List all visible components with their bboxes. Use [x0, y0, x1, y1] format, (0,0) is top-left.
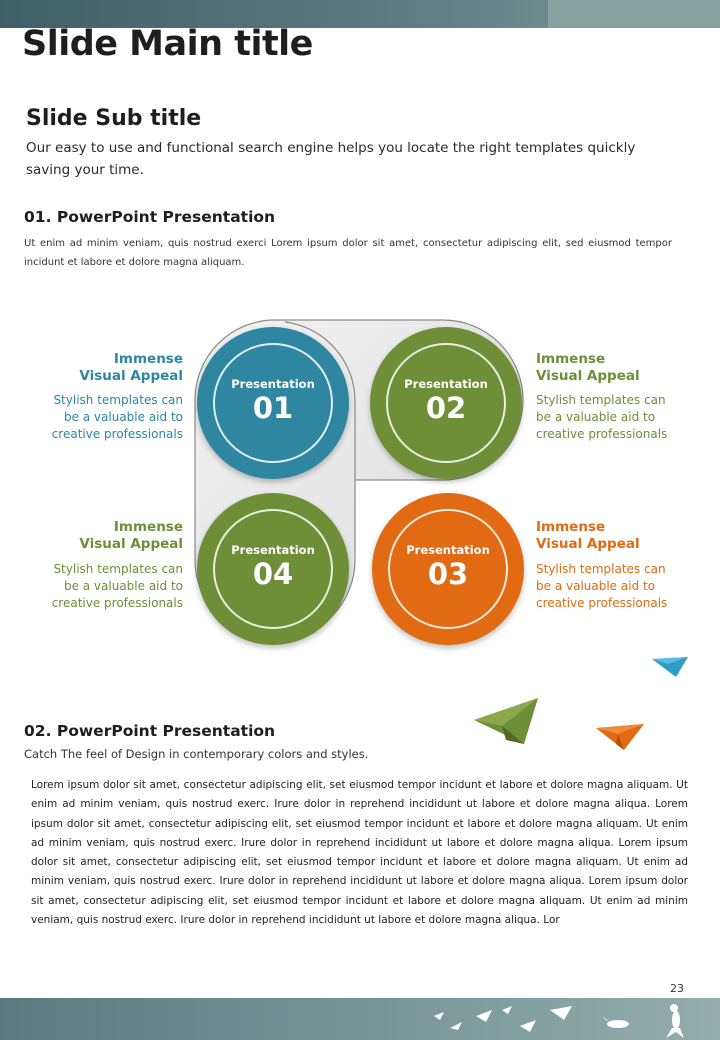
presentation-diagram	[0, 300, 720, 660]
section1-heading: 01. PowerPoint Presentation	[24, 208, 276, 226]
circle-03-number: 03	[427, 557, 469, 591]
item-04-text: Stylish templates can be a valuable aid to creative professionals	[51, 562, 183, 610]
item-02-title: Immense Visual Appeal	[536, 351, 640, 384]
paper-plane-blue-icon	[650, 655, 690, 679]
circle-04-label: Presentation	[231, 543, 315, 557]
circle-04-number: 04	[252, 557, 294, 591]
page-title: Slide Main title	[22, 24, 313, 64]
section2-body: Lorem ipsum dolor sit amet, consectetur adipiscing elit, set eiusmod tempor incidunt et labore et dolore magna aliquam. Ut enim ad minim veniam, quis nostrud exerc. Irure dolor in reprehend incididunt ut labore et dolore magna aliqua. Lorem ipsum dolor sit amet, consectetur adipiscing elit, set eiusmod tempor incidunt et labore et dolore magna aliquam. Ut enim ad minim veniam, quis nostrud exerc. Irure dolor in reprehend incididunt ut labore et dolore magna aliqua. Lorem ipsum dolor sit amet, consectetur adipiscing elit, set eiusmod tempor incidunt et labore et dolore magna aliquam. Ut enim ad minim veniam, quis nostrud exerc. Irure dolor in reprehend incididunt ut labore et dolore magna aliqua. Lorem ipsum dolor sit amet, consectetur adipiscing elit, set eiusmod tempor incidunt et labore et dolore magna aliquam. Ut enim ad minim veniam, quis nostrud exerc. Irure dolor in reprehend incididunt ut labore et dolore magna aliqua. Lor	[31, 779, 688, 927]
item-04-title: Immense Visual Appeal	[79, 519, 183, 552]
circle-04	[197, 493, 349, 645]
item-02-text: Stylish templates can be a valuable aid to creative professionals	[536, 393, 668, 441]
circle-03-label: Presentation	[406, 543, 490, 557]
page-number: 23	[670, 982, 684, 995]
top-banner-accent	[548, 0, 720, 28]
slide-subtitle: Slide Sub title	[26, 106, 202, 131]
circle-01-number: 01	[252, 391, 294, 425]
paper-plane-orange-icon	[594, 720, 646, 752]
circle-02	[370, 327, 522, 479]
circle-02-label: Presentation	[404, 377, 488, 391]
section1-text: Ut enim ad minim veniam, quis nostrud exerci Lorem ipsum dolor sit amet, consectetur adipiscing elit, sed eiusmod tempor incidunt et labore et dolore magna aliquam.	[24, 238, 672, 268]
circle-03	[372, 493, 524, 645]
bottom-banner	[0, 998, 720, 1040]
item-03-text: Stylish templates can be a valuable aid to creative professionals	[536, 562, 668, 610]
section2-heading: 02. PowerPoint Presentation	[24, 722, 276, 740]
circle-01	[197, 327, 349, 479]
item-01-text: Stylish templates can be a valuable aid to creative professionals	[51, 393, 183, 441]
paper-plane-green-icon	[472, 696, 542, 746]
item-01-title: Immense Visual Appeal	[79, 351, 183, 384]
circle-02-number: 02	[425, 391, 467, 425]
circle-01-label: Presentation	[231, 377, 315, 391]
subtitle-description: Our easy to use and functional search engine helps you locate the right templates quickly saving your time.	[26, 140, 636, 178]
decorative-birds-icon	[420, 998, 720, 1040]
item-03-title: Immense Visual Appeal	[536, 519, 640, 552]
section2-tagline: Catch The feel of Design in contemporary colors and styles.	[24, 747, 369, 761]
